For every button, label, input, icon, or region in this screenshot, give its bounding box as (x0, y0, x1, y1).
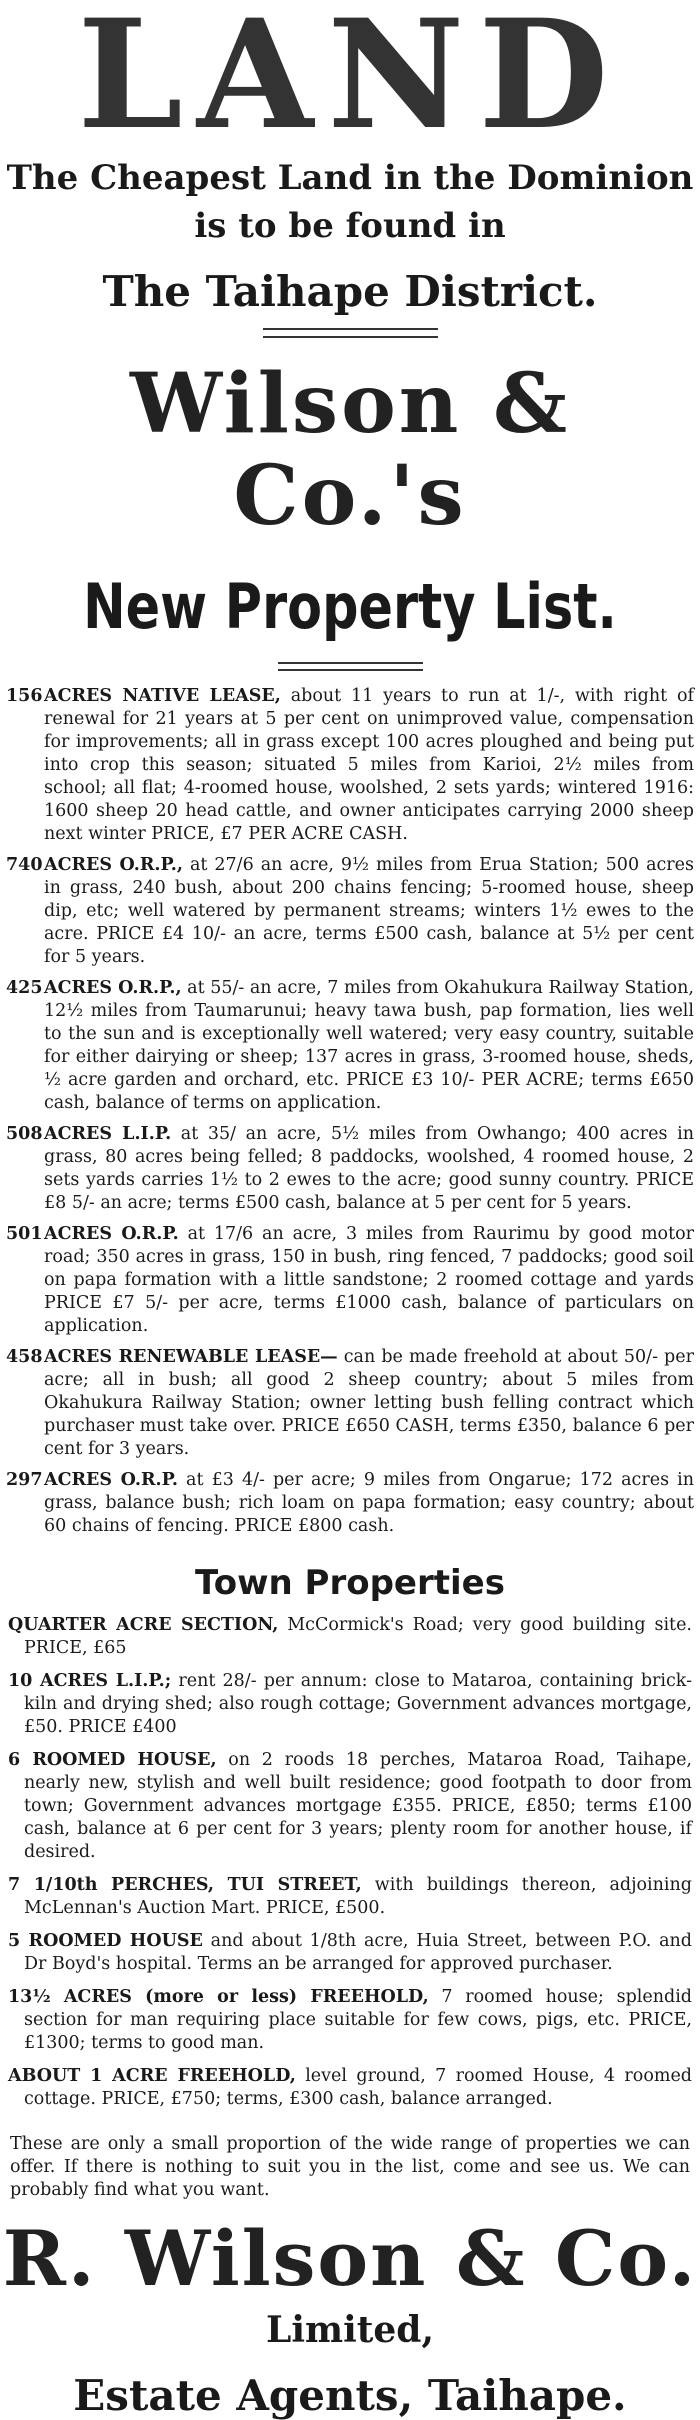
listing-type: ACRES RENEWABLE LEASE— (44, 1347, 338, 1367)
item-text: McCormick's Road; very good building site. PRICE, £65 (24, 1615, 692, 1658)
listing-type: ACRES L.I.P. (44, 1124, 172, 1144)
list-item (6, 685, 694, 846)
item-lead: 5 ROOMED HOUSE (8, 1931, 203, 1951)
agency-limited: Limited, (266, 2309, 434, 2351)
agency-name: R. Wilson & Co. (2, 2214, 698, 2303)
list-item (6, 1469, 694, 1538)
tagline-line-2: is to be found in (194, 206, 506, 246)
property-listings (6, 685, 694, 1538)
listing-text: at 35/ an acre, 5½ miles from Owhango; 400 acres in grass, 80 acres being felled; 8 paddocks, woolshed, 4 roomed house, 2 sets yards carries 1½ to 2 ewes to the acre; good sunny country. PRICE £8 5/- an acre; terms £500 cash, balance at 5 per cent for 5 years. (44, 1124, 694, 1213)
ornamental-rule (263, 328, 438, 338)
item-lead: QUARTER ACRE SECTION, (8, 1615, 279, 1635)
listing-number: 458 (6, 1347, 43, 1367)
listing-type: ACRES O.R.P. (44, 1470, 178, 1490)
listing-text: can be made freehold at about 50/- per acre; all in bush; all good 2 sheep country; about 5 miles from Okahukura Railway Station; owner letting bush felling contract which purchaser must take over. PRICE £650 CASH, terms £350, balance 6 per cent for 3 years. (44, 1347, 694, 1459)
list-item (6, 854, 694, 969)
listing-number: 740 (6, 855, 43, 875)
list-item (8, 1614, 692, 1660)
listing-number: 156 (6, 686, 43, 706)
listing-text: about 11 years to run at 1/-, with right of renewal for 21 years at 5 per cent on unimproved value, compensation for improvements; all in grass except 100 acres ploughed and being put into crop this season; situated 5 miles from Karioi, 2½ miles from school; all flat; 4-roomed house, woolshed, 2 sets yards; wintered 1916: 1600 sheep 20 head cattle, and owner anticipates carrying 2000 sheep next winter PRICE, £7 PER ACRE CASH. (44, 686, 694, 844)
list-item (8, 2065, 692, 2111)
list-item (6, 977, 694, 1115)
firm-name: Wilson & Co.'s (129, 356, 570, 544)
listing-type: ACRES NATIVE LEASE, (44, 686, 281, 706)
listing-number: 508 (6, 1124, 43, 1144)
listing-type: ACRES O.R.P., (44, 855, 183, 875)
town-properties-list (8, 1614, 692, 2111)
item-lead: 7 1/10th PERCHES, TUI STREET, (8, 1875, 362, 1895)
listing-type: ACRES O.R.P. (44, 1224, 179, 1244)
item-text: rent 28/- per annum: close to Mataroa, containing brick-kiln and drying shed; also rough cottage; Government advances mortgage, £50. PRICE £400 (24, 1671, 692, 1737)
item-lead: 13½ ACRES (more or less) FREEHOLD, (8, 1987, 429, 2007)
list-item (8, 1930, 692, 1976)
item-lead: 10 ACRES L.I.P.; (8, 1671, 172, 1691)
item-lead: ABOUT 1 ACRE FREEHOLD, (8, 2066, 296, 2086)
list-item (6, 1123, 694, 1215)
list-item (6, 1346, 694, 1461)
list-item (6, 1223, 694, 1338)
town-properties-heading: Town Properties (195, 1563, 505, 1603)
district-heading: The Taihape District. (102, 267, 598, 316)
ornamental-rule (278, 662, 423, 671)
list-item (8, 1874, 692, 1920)
listing-number: 297 (6, 1470, 43, 1490)
listing-type: ACRES O.R.P., (44, 978, 182, 998)
list-title: New Property List. (83, 570, 617, 643)
list-item (8, 1670, 692, 1739)
listing-number: 425 (6, 978, 43, 998)
main-heading: LAND (77, 0, 623, 163)
listing-text: at 55/- an acre, 7 miles from Okahukura Railway Station, 12½ miles from Taumarunui; heavy tawa bush, pap formation, lies well to the sun and is exceptionally well watered; very easy country, suitable for either dairying or sheep; 137 acres in grass, 3-roomed house, sheds, ½ acre garden and orchard, etc. PRICE £3 10/- PER ACRE; terms £650 cash, balance of terms on application. (44, 978, 694, 1113)
tagline-line-1: The Cheapest Land in the Dominion (6, 158, 694, 198)
item-text: with buildings thereon, adjoining McLennan's Auction Mart. PRICE, £500. (24, 1875, 692, 1918)
item-lead: 6 ROOMED HOUSE, (8, 1750, 217, 1770)
list-item (8, 1986, 692, 2055)
item-text: 7 roomed house; splendid section for man requiring place suitable for few cows, pigs, etc. PRICE, £1300; terms to good man. (24, 1987, 692, 2053)
list-item (8, 1749, 692, 1864)
item-text: and about 1/8th acre, Huia Street, between P.O. and Dr Boyd's hospital. Terms an be arranged for approved purchaser. (24, 1931, 693, 1974)
agency-subtitle: Estate Agents, Taihape. (73, 2371, 627, 2420)
listing-text: at 17/6 an acre, 3 miles from Raurimu by good motor road; 350 acres in grass, 150 in bush, ring fenced, 7 paddocks; good soil on papa formation with a little sandstone; 2 roomed cottage and yards PRICE £7 5/- per acre, terms £1000 cash, balance of particulars on application. (44, 1224, 695, 1336)
item-text: on 2 roods 18 perches, Mataroa Road, Taihape, nearly new, stylish and well built residence; good footpath to door from town; Government advances mortgage £355. PRICE, £850; terms £100 cash, balance at 6 per cent for 3 years; plenty room for another house, if desired. (24, 1750, 692, 1862)
listing-text: at £3 4/- per acre; 9 miles from Ongarue; 172 acres in grass, balance bush; rich loam on papa formation; easy country; about 60 chains of fencing. PRICE £800 cash. (44, 1470, 695, 1536)
listing-number: 501 (6, 1224, 43, 1244)
listing-text: at 27/6 an acre, 9½ miles from Erua Station; 500 acres in grass, 240 bush, about 200 chains fencing; 5-roomed house, sheep dip, etc; well watered by permanent streams; winters 1½ ewes to the acre. PRICE £4 10/- an acre, terms £500 cash, balance at 5½ per cent for 5 years. (44, 855, 695, 967)
closing-note: These are only a small proportion of the wide range of properties we can offer. If there is nothing to suit you in the list, come and see us. We can probably find what you want. (10, 2134, 690, 2200)
item-text: level ground, 7 roomed House, 4 roomed cottage. PRICE, £750; terms, £300 cash, balance arranged. (24, 2066, 693, 2109)
